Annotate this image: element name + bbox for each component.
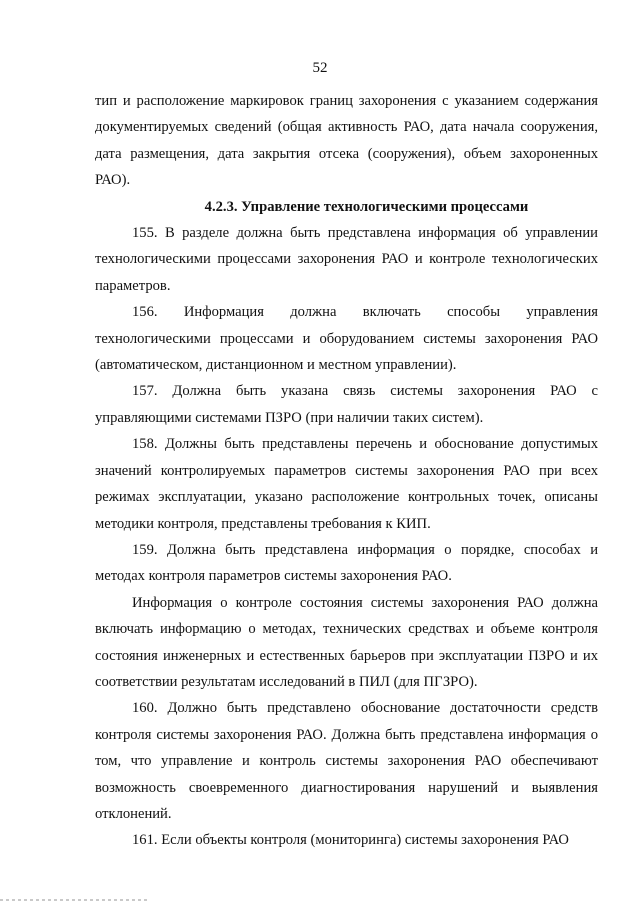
page-number: 52 bbox=[312, 60, 328, 76]
scan-edge-artifact bbox=[0, 899, 150, 901]
paragraph-159: 159. Должна быть представлена информация о порядке, способах и методах контроля параметров системы захоронения РАО. bbox=[95, 541, 598, 585]
paragraph-157: 157. Должна быть указана связь системы захоронения РАО с управляющими системами ПЗРО (при наличии таких систем). bbox=[95, 383, 598, 426]
paragraph-161: 161. Если объекты контроля (мониторинга) системы захоронения РАО bbox=[132, 832, 569, 849]
paragraph-monitoring-info: Информация о контроле состояния системы захоронения РАО должна включать информацию о методах, технических средствах и объеме контроля состояния инженерных и естественных барьеров при эксплуатации ПЗРО и их соответствии результатам исследований в ПИЛ (для ПГЗРО). bbox=[95, 594, 598, 690]
paragraph-155: 155. В разделе должна быть представлена информация об управлении технологическими процессами захоронения РАО и контроле технологических параметров. bbox=[95, 225, 598, 294]
paragraph-158: 158. Должны быть представлены перечень и обоснование допустимых значений контролируемых параметров системы захоронения РАО при всех режимах эксплуатации, указано расположение контрольных точек, описаны методики контроля, представлены требования к КИП. bbox=[95, 436, 598, 532]
page-body bbox=[95, 88, 598, 854]
section-heading: 4.2.3. Управление технологическими процессами bbox=[204, 198, 529, 215]
paragraph-156: 156. Информация должна включать способы управления технологическими процессами и оборудованием системы захоронения РАО (автоматическом, дистанционном и местном управлении). bbox=[95, 304, 598, 374]
paragraph-continued: тип и расположение маркировок границ захоронения с указанием содержания документируемых сведений (общая активность РАО, дата начала сооружения, дата размещения, дата закрытия отсека (сооружения), объем захороненных РАО). bbox=[95, 93, 598, 189]
paragraph-160: 160. Должно быть представлено обоснование достаточности средств контроля системы захоронения РАО. Должна быть представлена информация о том, что управление и контроль системы захоронения РАО обеспечивают возможность своевременного диагностирования нарушений и выявления отклонений. bbox=[95, 700, 598, 822]
